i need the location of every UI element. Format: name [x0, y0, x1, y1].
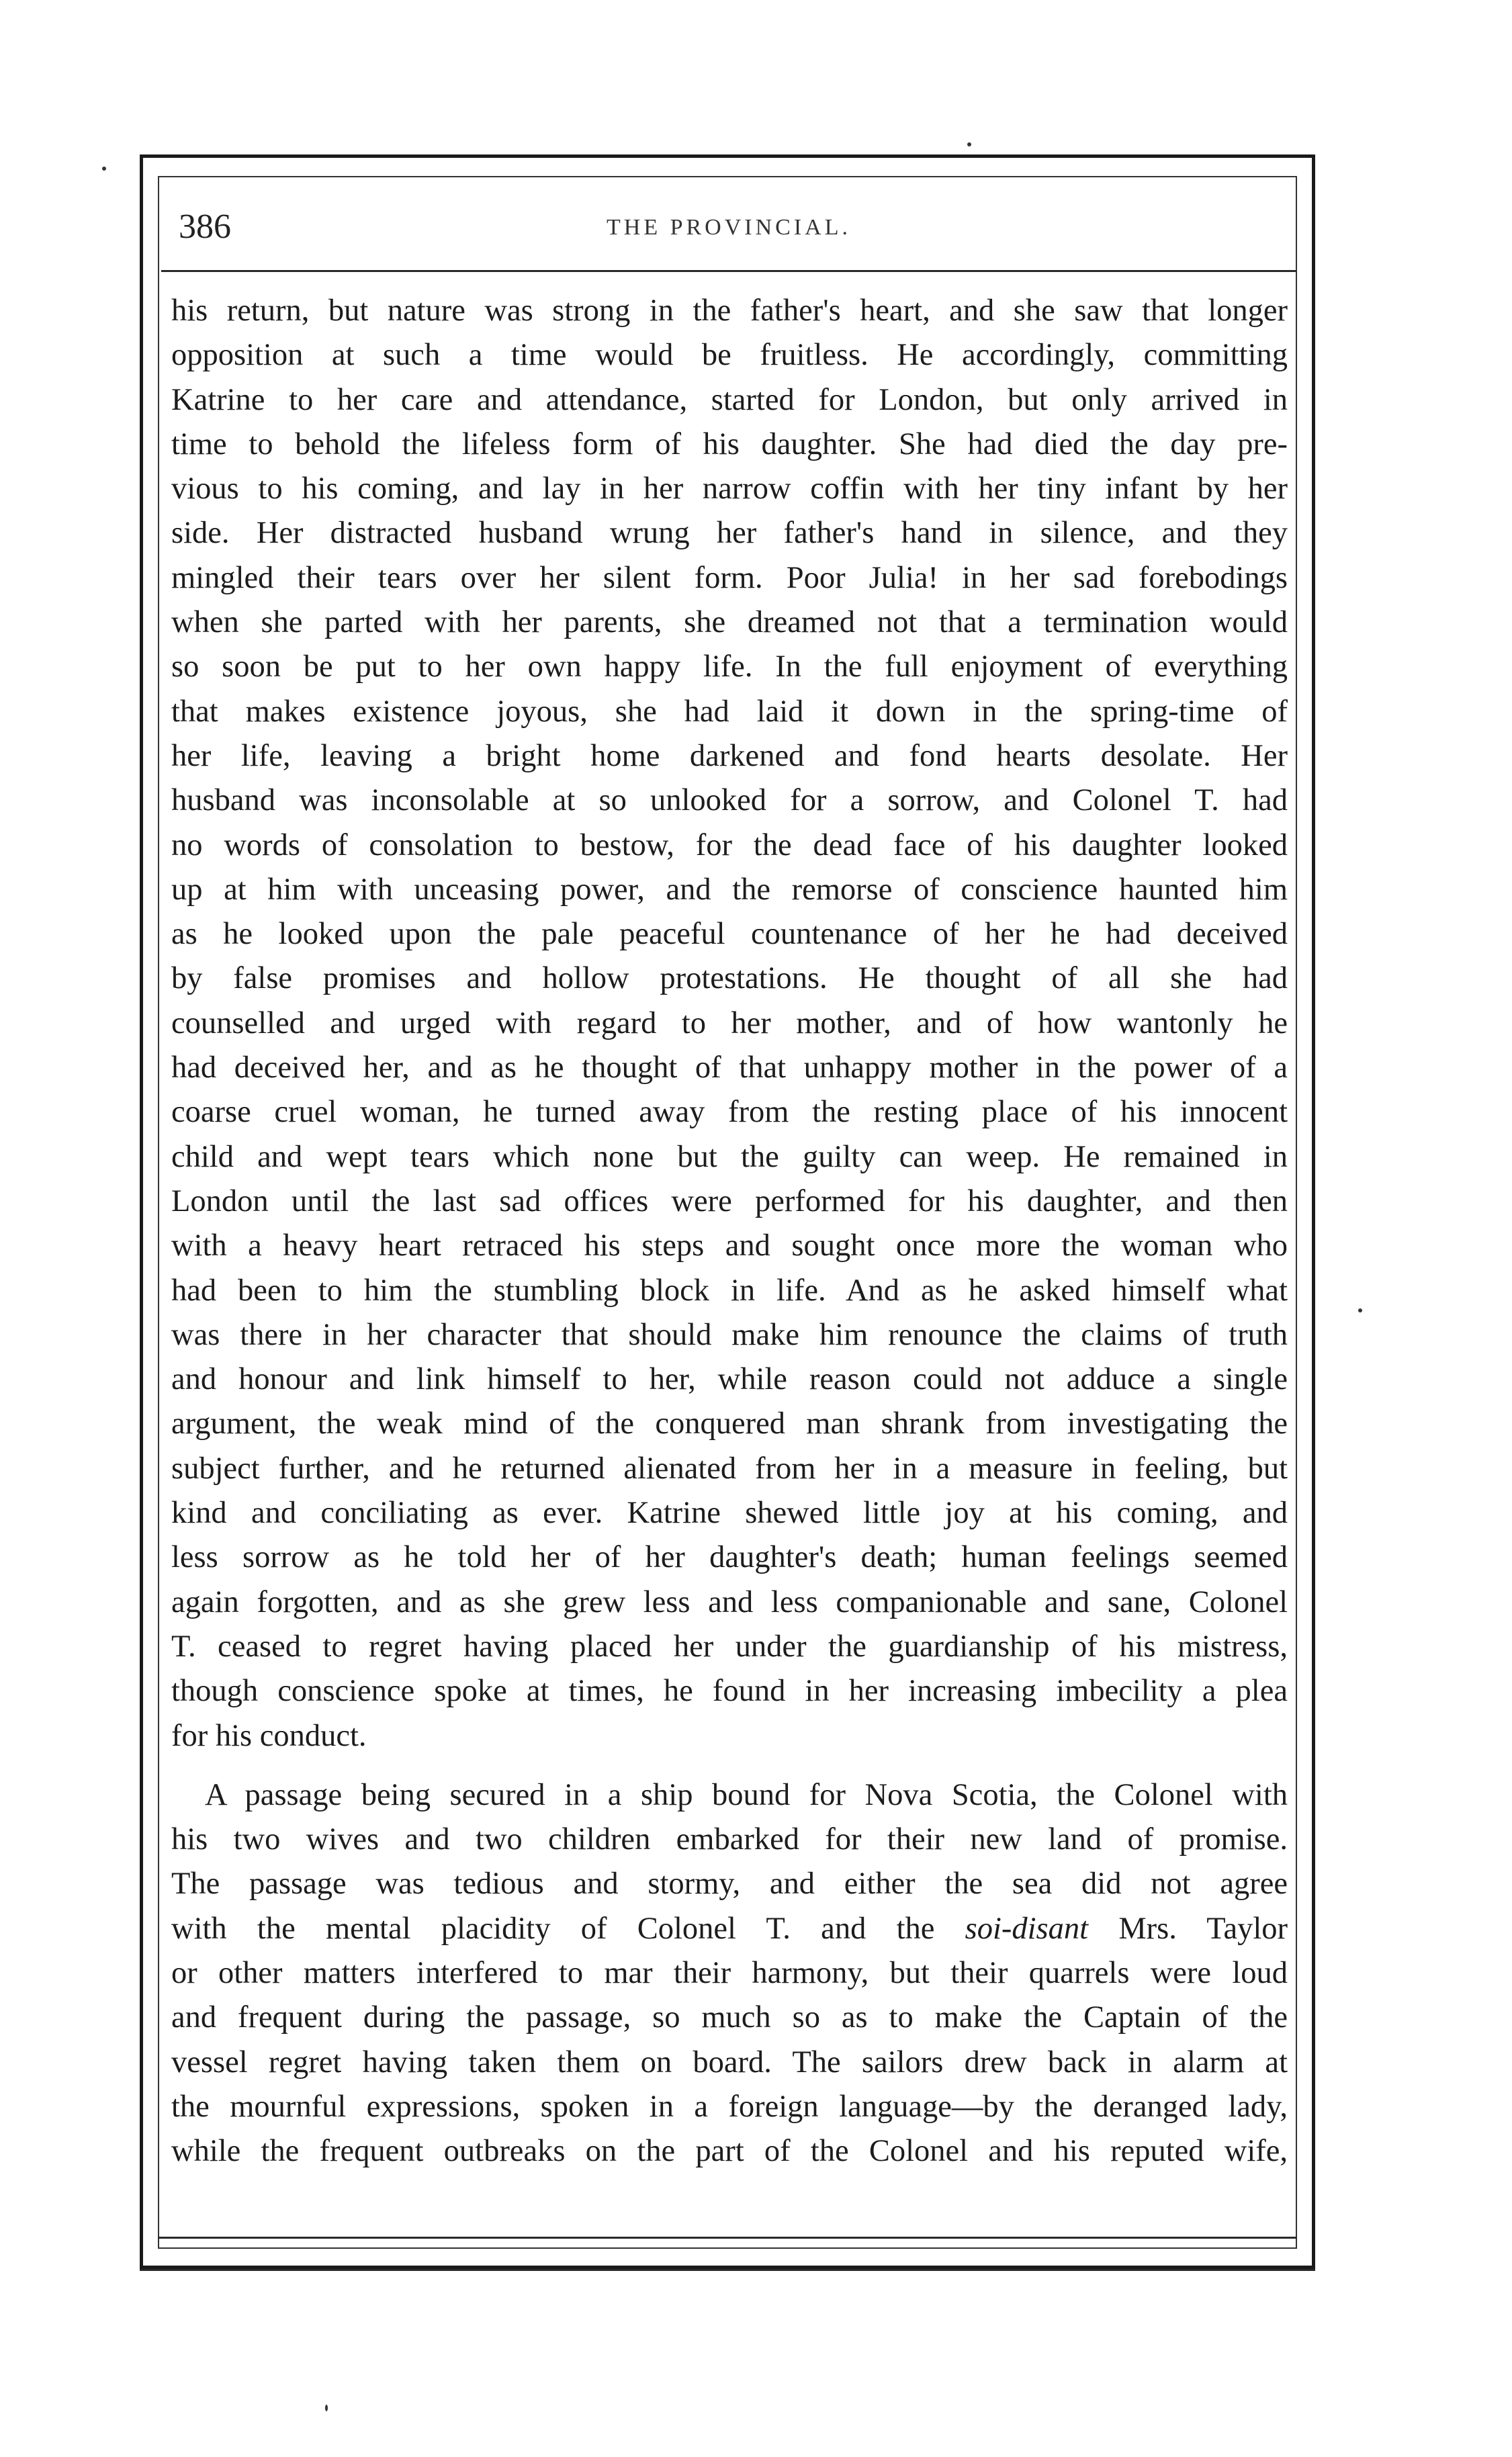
- text-line: kind and conciliating as ever. Katrine shewed little joy at his coming, and: [171, 1496, 1288, 1531]
- text-line: side. Her distracted husband wrung her father's hand in silence, and they: [171, 516, 1288, 551]
- text-line: up at him with unceasing power, and the remorse of conscience haunted him: [171, 872, 1288, 907]
- italic-phrase: soi-disant: [965, 1911, 1089, 1946]
- text-line: London until the last sad offices were performed for his daughter, and then: [171, 1183, 1288, 1218]
- text-line: counselled and urged with regard to her mother, and of how wantonly he: [171, 1006, 1288, 1040]
- header-rule: [161, 270, 1296, 272]
- text-line: again forgotten, and as she grew less and less companionable and sane, Colonel: [171, 1584, 1288, 1619]
- text-line: that makes existence joyous, she had laid it down in the spring-time of: [171, 694, 1288, 729]
- text-line: time to behold the lifeless form of his daughter. She had died the day pre-: [171, 427, 1288, 461]
- text-line: when she parted with her parents, she dreamed not that a termination would: [171, 605, 1288, 640]
- page-number: 386: [179, 208, 231, 246]
- text-line: had been to him the stumbling block in life. And as he asked himself what: [171, 1273, 1288, 1308]
- text-line: or other matters interfered to mar their harmony, but their quarrels were loud: [171, 1955, 1288, 1990]
- body-text: [171, 289, 1288, 2237]
- paragraph-1: [171, 289, 1288, 1758]
- text-line: so soon be put to her own happy life. In the full enjoyment of everything: [171, 650, 1288, 684]
- page-header: [175, 195, 1283, 262]
- text-line: as he looked upon the pale peaceful countenance of her he had deceived: [171, 917, 1288, 952]
- text-line: less sorrow as he told her of her daughter's death; human feelings seemed: [171, 1540, 1288, 1575]
- text-line: the mournful expressions, spoken in a foreign language—by the deranged lady,: [171, 2089, 1288, 2124]
- text-line: coarse cruel woman, he turned away from the resting place of his innocent: [171, 1095, 1288, 1130]
- text-line: with a heavy heart retraced his steps and sought once more the woman who: [171, 1228, 1288, 1263]
- text-line: opposition at such a time would be fruitless. He accordingly, committing: [171, 338, 1288, 373]
- text-line: mingled their tears over her silent form. Poor Julia! in her sad forebodings: [171, 560, 1288, 595]
- print-speck: [1358, 1308, 1362, 1312]
- text-line: with the mental placidity of Colonel T. and the soi-disant Mrs. Taylor: [171, 1911, 1288, 1946]
- text-line: subject further, and he returned alienated from her in a measure in feeling, but: [171, 1451, 1288, 1486]
- text-line: had deceived her, and as he thought of that unhappy mother in the power of a: [171, 1051, 1288, 1085]
- text-line: vessel regret having taken them on board. The sailors drew back in alarm at: [171, 2045, 1288, 2080]
- text-line: her life, leaving a bright home darkened and fond hearts desolate. Her: [171, 738, 1288, 773]
- text-line: argument, the weak mind of the conquered man shrank from investigating the: [171, 1406, 1288, 1441]
- print-speck: [967, 142, 971, 146]
- text-line: by false promises and hollow protestations. He thought of all she had: [171, 961, 1288, 996]
- text-line: his return, but nature was strong in the father's heart, and she saw that longer: [171, 294, 1288, 328]
- text-line: and honour and link himself to her, while reason could not adduce a single: [171, 1362, 1288, 1397]
- text-line: though conscience spoke at times, he found in her increasing imbecility a plea: [171, 1674, 1288, 1709]
- print-speck: [325, 2405, 328, 2411]
- text-line: while the frequent outbreaks on the part of the Colonel and his reputed wife,: [171, 2134, 1288, 2169]
- print-speck: [102, 167, 106, 171]
- paragraph-2: [171, 1773, 1288, 2174]
- footer-rule-outer: [140, 2269, 1315, 2271]
- running-head: THE PROVINCIAL.: [607, 215, 851, 240]
- text-line: and frequent during the passage, so much so as to make the Captain of the: [171, 2000, 1288, 2035]
- text-line: for his conduct.: [171, 1718, 367, 1753]
- text-line: Katrine to her care and attendance, started for London, but only arrived in: [171, 382, 1288, 417]
- text-line: no words of consolation to bestow, for the dead face of his daughter looked: [171, 828, 1288, 862]
- text-line: The passage was tedious and stormy, and either the sea did not agree: [171, 1867, 1288, 1902]
- footer-rule-inner: [158, 2237, 1297, 2239]
- text-line: A passage being secured in a ship bound for Nova Scotia, the Colonel with: [205, 1777, 1288, 1812]
- text-line: was there in her character that should make him renounce the claims of truth: [171, 1317, 1288, 1352]
- text-line: his two wives and two children embarked for their new land of promise.: [171, 1822, 1288, 1857]
- text-line: vious to his coming, and lay in her narrow coffin with her tiny infant by her: [171, 472, 1288, 506]
- text-line: T. ceased to regret having placed her under the guardianship of his mistress,: [171, 1629, 1288, 1664]
- text-line: child and wept tears which none but the guilty can weep. He remained in: [171, 1139, 1288, 1174]
- text-line: husband was inconsolable at so unlooked for a sorrow, and Colonel T. had: [171, 783, 1288, 818]
